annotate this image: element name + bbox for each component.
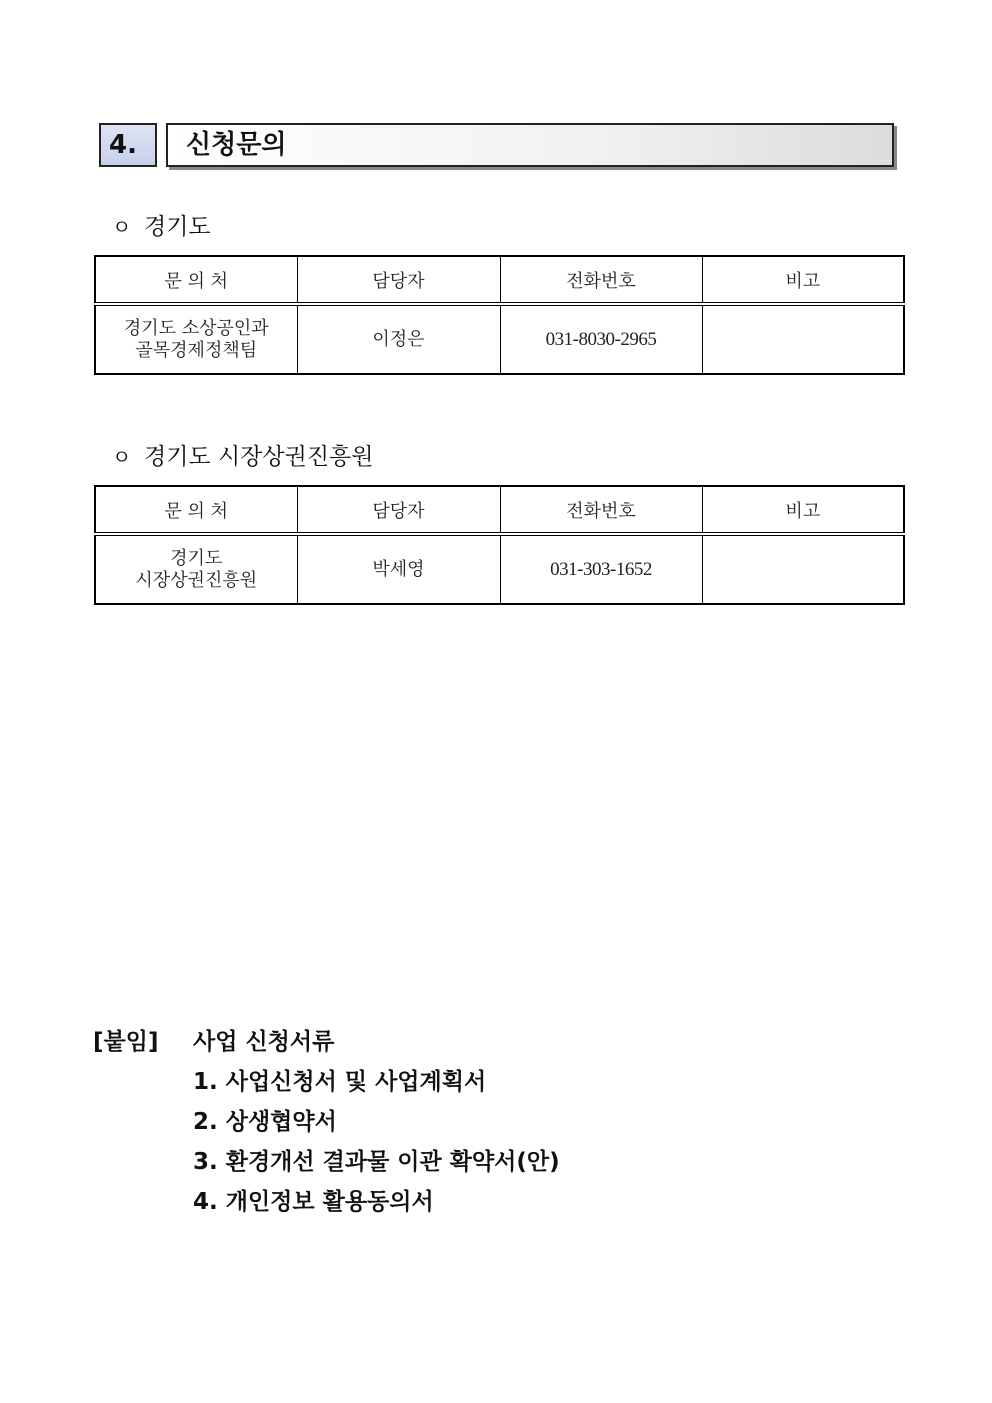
contact-line-2: 골목경제정책팀 xyxy=(135,339,258,361)
header-note: 비고 xyxy=(702,486,904,534)
header-phone: 전화번호 xyxy=(500,486,702,534)
contact-line-2: 시장상권진흥원 xyxy=(135,569,258,591)
attachment-item: 4. 개인정보 활용동의서 xyxy=(193,1189,434,1215)
bullet-circle-icon: ㅇ xyxy=(112,445,132,469)
attachments-tag: [붙임] xyxy=(93,1029,159,1055)
group-title: 경기도 시장상권진흥원 xyxy=(144,444,374,470)
attachment-item: 1. 사업신청서 및 사업계획서 xyxy=(193,1069,487,1095)
header-contact: 문 의 처 xyxy=(95,256,297,304)
cell-note xyxy=(702,304,904,374)
cell-person: 박세영 xyxy=(297,534,500,604)
group-heading-gyeonggi xyxy=(112,212,211,242)
cell-person: 이정은 xyxy=(297,304,500,374)
section-number: 4. xyxy=(99,123,157,167)
group-title: 경기도 xyxy=(144,214,211,240)
attachment-item: 3. 환경개선 결과물 이관 확약서(안) xyxy=(193,1149,560,1175)
cell-contact xyxy=(95,304,297,374)
header-note: 비고 xyxy=(702,256,904,304)
bullet-circle-icon: ㅇ xyxy=(112,215,132,239)
section-title: 신청문의 xyxy=(166,123,894,167)
contact-line-1: 경기도 소상공인과 xyxy=(123,317,269,339)
table-header-row xyxy=(95,256,904,304)
contact-table-gyeonggi xyxy=(94,255,905,375)
header-phone: 전화번호 xyxy=(500,256,702,304)
attachments-block xyxy=(93,1022,560,1222)
header-contact: 문 의 처 xyxy=(95,486,297,534)
table-header-row xyxy=(95,486,904,534)
cell-note xyxy=(702,534,904,604)
cell-phone: 031-303-1652 xyxy=(500,534,702,604)
header-person: 담당자 xyxy=(297,256,500,304)
header-person: 담당자 xyxy=(297,486,500,534)
table-row xyxy=(95,304,904,374)
attachments-heading xyxy=(93,1022,560,1062)
attachments-title: 사업 신청서류 xyxy=(193,1029,335,1055)
contact-line-1: 경기도 xyxy=(170,547,223,569)
cell-contact xyxy=(95,534,297,604)
table-row xyxy=(95,534,904,604)
contact-table-market-agency xyxy=(94,485,905,605)
group-heading-market-agency xyxy=(112,442,374,472)
attachment-item: 2. 상생협약서 xyxy=(193,1109,337,1135)
cell-phone: 031-8030-2965 xyxy=(500,304,702,374)
